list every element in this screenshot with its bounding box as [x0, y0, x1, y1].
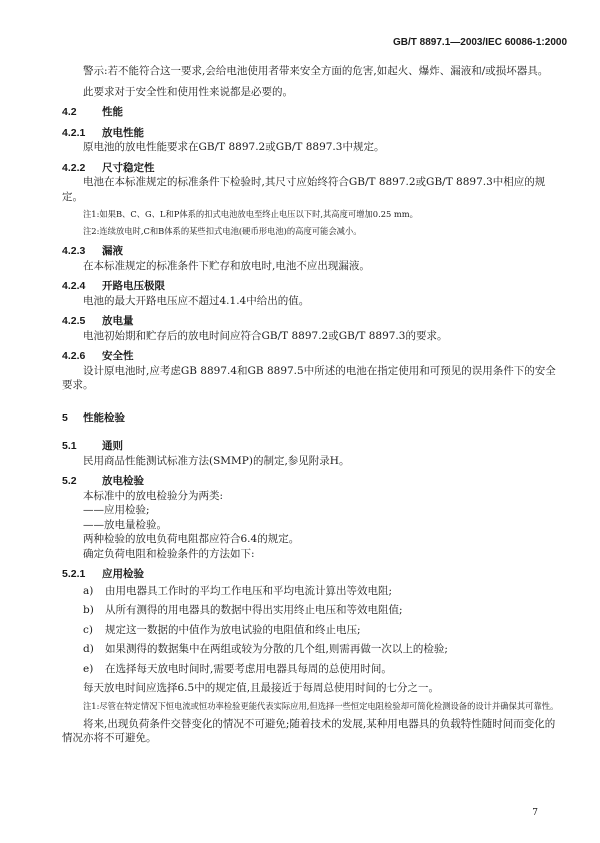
section-body-5-2-1: 每天放电时间应选择6.5中的规定值,且最接近于每周总使用时间的七分之一。 [83, 682, 440, 694]
note-5-2-1-1: 注1:尽管在特定情况下恒电流或恒功率检验更能代表实际应用,但选择一些恒定电阻检验却可简化检测设备的设计并确保其可靠性。 [83, 700, 559, 711]
page-header: GB/T 8897.1—2003/IEC 60086-1:2000 [393, 37, 567, 48]
list-item: a) 由用电器具工作时的平均工作电压和平均电流计算出等效电阻; [83, 584, 393, 597]
section-heading-4-2: 4.2 性能 [62, 106, 123, 118]
section-body-4-2-4: 电池的最大开路电压应不超过4.1.4中给出的值。 [83, 294, 310, 307]
section-body-5-1: 民用商品性能测试标准方法(SMMP)的制定,参见附录H。 [83, 454, 350, 467]
list-item: e) 在选择每天放电时间时,需要考虑用电器具每周的总使用时间。 [83, 662, 392, 675]
section-heading-4-2-4: 4.2.4 开路电压极限 [62, 280, 165, 292]
section-body-4-2-1: 原电池的放电性能要求在GB/T 8897.2或GB/T 8897.3中规定。 [83, 141, 385, 153]
warning-paragraph: 警示:若不能符合这一要求,会给电池使用者带来安全方面的危害,如起火、爆炸、漏液和/或损坏器具。 [83, 65, 549, 77]
section-heading-4-2-6: 4.2.6 安全性 [62, 350, 134, 362]
page-number: 7 [532, 808, 538, 818]
section-heading-4-2-5: 4.2.5 放电量 [62, 315, 134, 327]
list-item: b) 从所有测得的用电器具的数据中得出实用终止电压和等效电阻值; [83, 604, 403, 616]
document-body [62, 64, 562, 746]
section-body-4-2-6: 设计原电池时,应考虑GB 8897.4和GB 8897.5中所述的电池在指定使用和可预见的误用条件下的安全要求。 [62, 364, 556, 391]
list-item: ——应用检验; [83, 504, 150, 516]
section-body-4-2-2: 电池在本标准规定的标准条件下检验时,其尺寸应始终符合GB/T 8897.2或GB/T 8897.3中相应的规定。 [62, 176, 546, 203]
section-heading-5-2: 5.2 放电检验 [62, 475, 144, 487]
section-heading-4-2-1: 4.2.1 放电性能 [62, 126, 144, 139]
note-4-2-2-2: 注2:连续放电时,C和B体系的某些扣式电池(硬币形电池)的高度可能会减小。 [83, 226, 362, 236]
section-heading-5: 5 性能检验 [62, 411, 125, 424]
section-body-5-2-method: 确定负荷电阻和检验条件的方法如下: [83, 547, 255, 560]
closing-paragraph: 将来,出现负荷条件交替变化的情况不可避免;随着技术的发展,某种用电器具的负载特性随时间而变化的情况亦将不可避免。 [62, 717, 556, 744]
list-item: d) 如果测得的数据集中在两组或较为分散的几个组,则需再做一次以上的检验; [83, 643, 448, 655]
application-test-list [62, 584, 562, 677]
section-heading-4-2-3: 4.2.3 漏液 [62, 245, 123, 257]
section-body-5-2-intro: 本标准中的放电检验分为两类: [83, 489, 224, 502]
section-heading-4-2-2: 4.2.2 尺寸稳定性 [62, 161, 155, 174]
section-heading-5-1: 5.1 通则 [62, 440, 123, 452]
section-body-4-2-5: 电池初始期和贮存后的放电时间应符合GB/T 8897.2或GB/T 8897.3的要求。 [83, 329, 448, 342]
section-body-4-2-3: 在本标准规定的标准条件下贮存和放电时,电池不应出现漏液。 [83, 259, 370, 272]
list-item: c) 规定这一数据的中值作为放电试验的电阻值和终止电压; [83, 623, 361, 636]
section-heading-5-2-1: 5.2.1 应用检验 [62, 568, 144, 580]
requirement-paragraph: 此要求对于安全性和使用性来说都是必要的。 [83, 85, 293, 98]
list-item: ——放电量检验。 [83, 518, 167, 531]
note-4-2-2-1: 注1:如果B、C、G、L和P体系的扣式电池放电至终止电压以下时,其高度可增加0.25 mm。 [83, 209, 418, 219]
section-body-5-2-resistance: 两种检验的放电负荷电阻都应符合6.4的规定。 [83, 533, 300, 545]
